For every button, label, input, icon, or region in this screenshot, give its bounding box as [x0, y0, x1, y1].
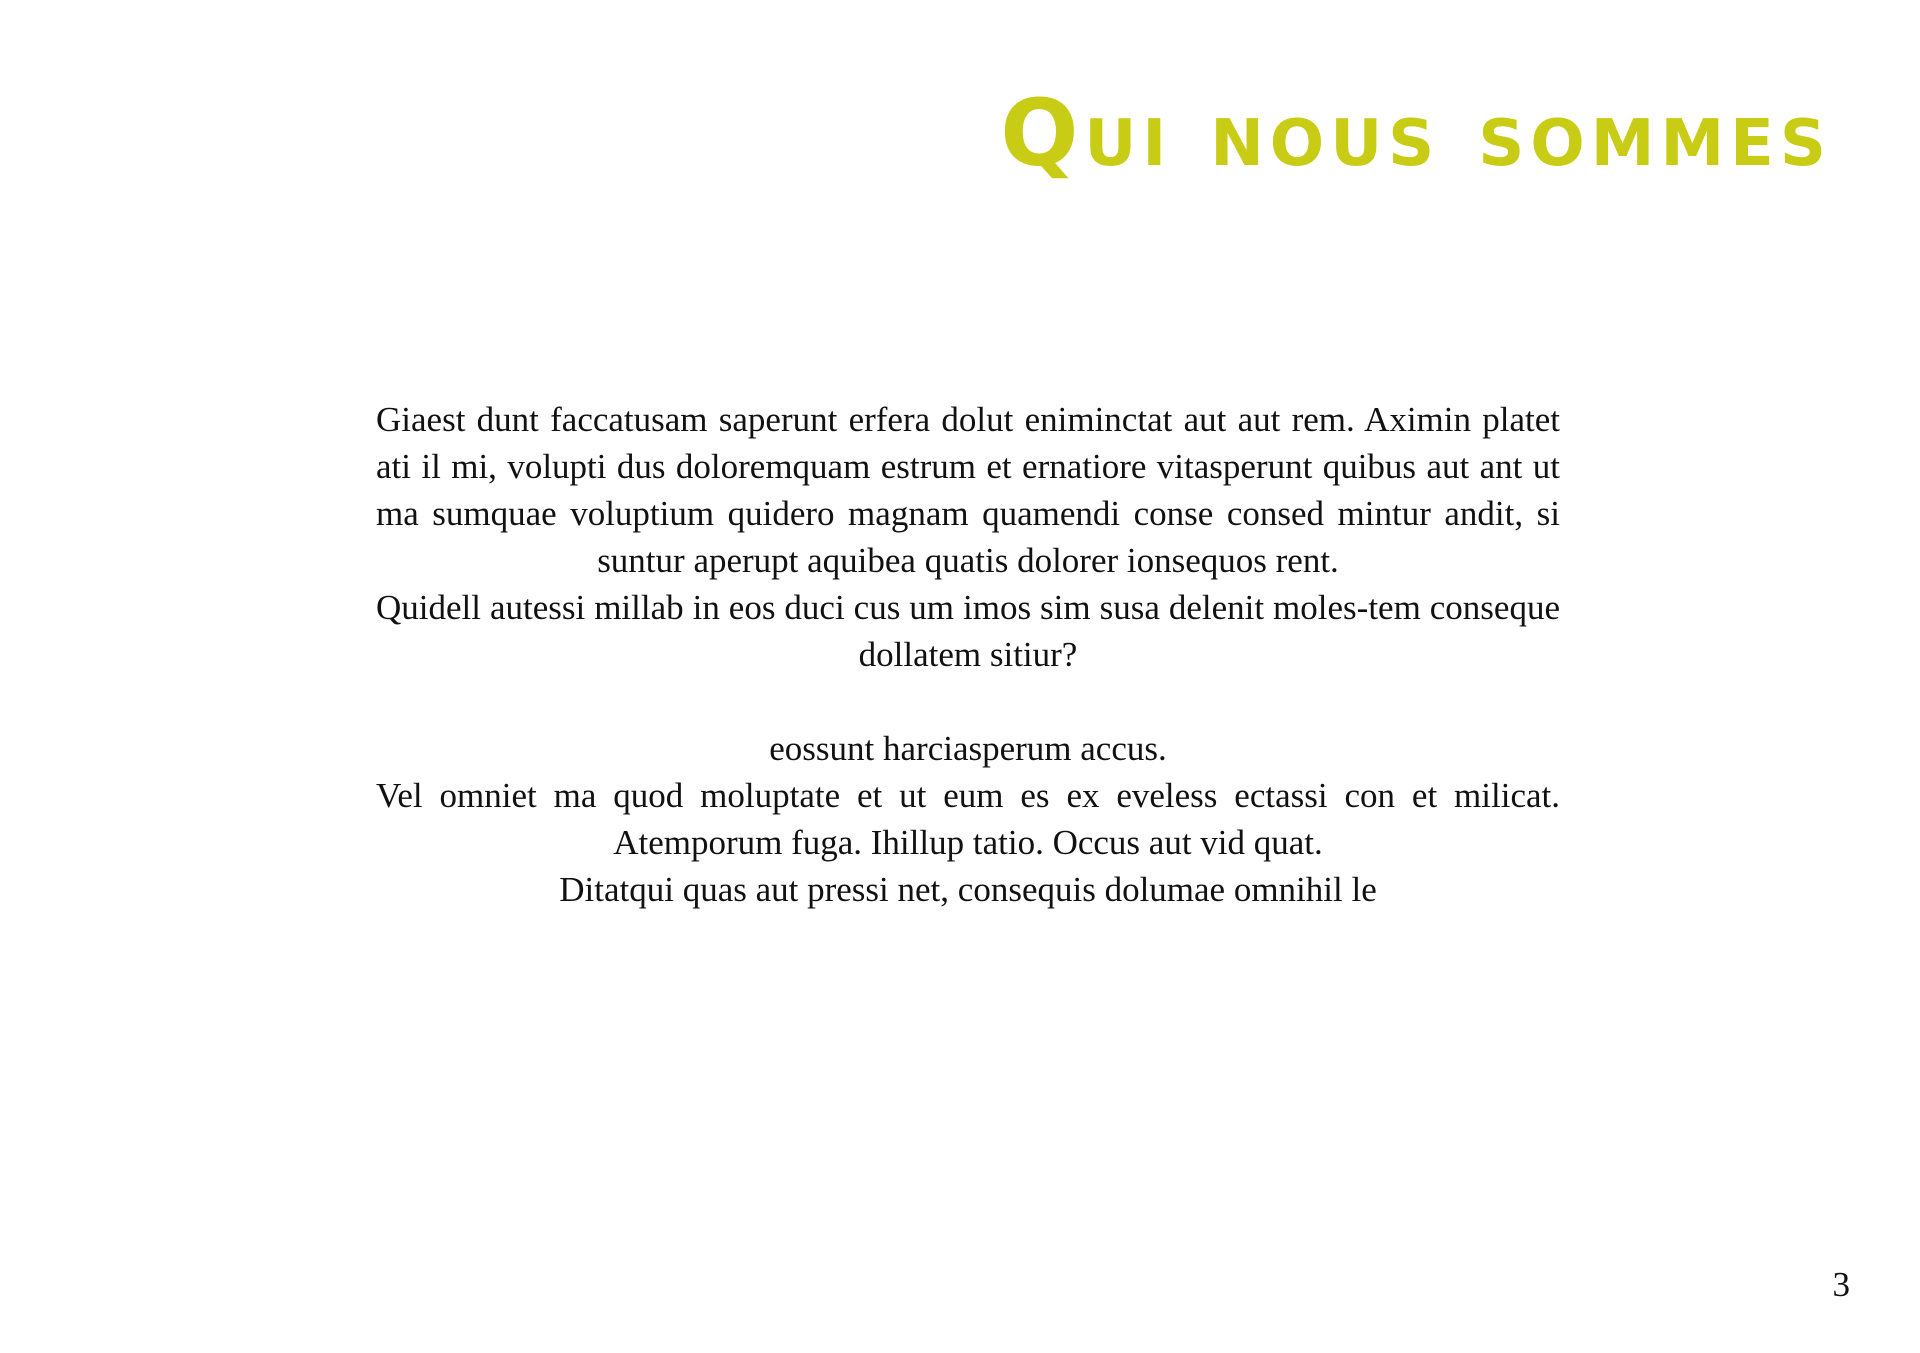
paragraph-4: Vel omniet ma quod moluptate et ut eum es ex eveless ectassi con et milicat. Atemporum fuga. Ihillup tatio. Occus aut vid quat.	[376, 776, 1560, 862]
paragraph-2: Quidell autessi millab in eos duci cus um imos sim susa delenit moles-tem conseque dollatem sitiur?	[376, 588, 1560, 674]
paragraph-1: Giaest dunt faccatusam saperunt erfera dolut eniminctat aut aut rem. Aximin platet ati il mi, volupti dus doloremquam estrum et ernatiore vitasperunt quibus aut ant ut ma sumquae voluptium quidero magnam quamendi conse consed mintur andit, si suntur aperupt aquibea quatis dolorer ionsequos rent.	[376, 400, 1560, 580]
paragraph-3: eossunt harciasperum accus.	[769, 729, 1167, 768]
paragraph-5: Ditatqui quas aut pressi net, consequis dolumae omnihil le	[559, 870, 1377, 909]
paragraph-spacer	[376, 678, 1560, 725]
page-title: Qui nous sommes	[1000, 80, 1832, 187]
body-text	[376, 396, 1560, 913]
page-number: 3	[1832, 1265, 1850, 1304]
